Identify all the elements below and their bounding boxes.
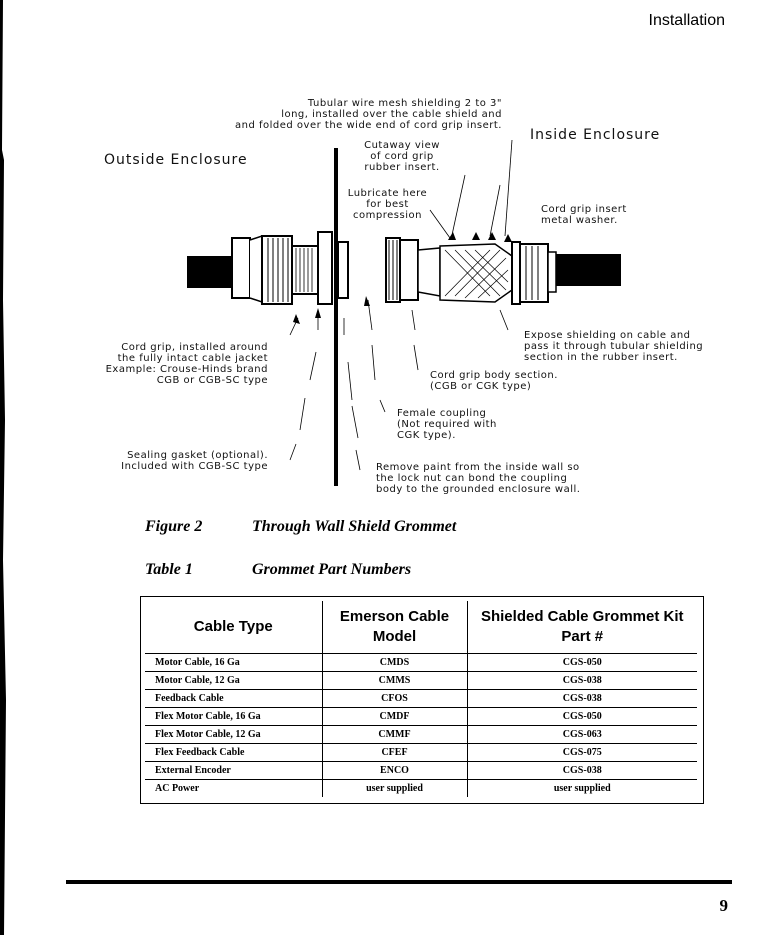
table-title: Grommet Part Numbers (252, 561, 412, 578)
cell-model: CFEF (322, 744, 467, 762)
label-remove-paint: Remove paint from the inside wall so the lock nut can bond the coupling body to the grounded enclosure wall. (376, 462, 581, 495)
cell-part: CGS-038 (467, 690, 697, 708)
grommet-part-table (145, 601, 697, 797)
table-row (145, 780, 697, 798)
cell-model: ENCO (322, 762, 467, 780)
table-row (145, 654, 697, 672)
label-tubular-mesh: Tubular wire mesh shielding 2 to 3" long, installed over the cable shield and and folded over the wide end of cord grip insert. (234, 98, 502, 131)
header-cable-type: Cable Type (145, 601, 322, 654)
cell-model: CMDS (322, 654, 467, 672)
cell-model: CMMF (322, 726, 467, 744)
cell-cable-type: AC Power (145, 780, 322, 798)
table-row (145, 690, 697, 708)
page-number: 9 (719, 896, 728, 915)
section-header: Installation (648, 12, 725, 29)
label-cutaway-view: Cutaway view of cord grip rubber insert. (364, 140, 440, 173)
cell-part: user supplied (467, 780, 697, 798)
cell-model: CMMS (322, 672, 467, 690)
cell-part: CGS-050 (467, 654, 697, 672)
cell-part: CGS-063 (467, 726, 697, 744)
cell-cable-type: External Encoder (145, 762, 322, 780)
header-emerson-model: Emerson Cable Model (322, 601, 467, 654)
cell-cable-type: Motor Cable, 12 Ga (145, 672, 322, 690)
label-expose-shielding: Expose shielding on cable and pass it through tubular shielding section in the rubber insert. (524, 330, 704, 363)
footer-rule (66, 880, 732, 884)
figure-number: Figure 2 (145, 518, 203, 535)
cell-cable-type: Flex Motor Cable, 16 Ga (145, 708, 322, 726)
cell-cable-type: Flex Feedback Cable (145, 744, 322, 762)
cell-cable-type: Motor Cable, 16 Ga (145, 654, 322, 672)
cell-part: CGS-038 (467, 672, 697, 690)
cell-cable-type: Flex Motor Cable, 12 Ga (145, 726, 322, 744)
grommet-table-frame (140, 596, 704, 804)
figure-title: Through Wall Shield Grommet (252, 518, 457, 535)
table-number: Table 1 (145, 561, 193, 578)
table-row (145, 744, 697, 762)
label-lubricate: Lubricate here for best compression (347, 188, 428, 221)
label-outside-enclosure: Outside Enclosure (104, 152, 248, 168)
cell-part: CGS-050 (467, 708, 697, 726)
cell-model: CFOS (322, 690, 467, 708)
label-body-section: Cord grip body section. (CGB or CGK type) (430, 370, 558, 392)
table-row (145, 762, 697, 780)
label-insert-washer: Cord grip insert metal washer. (541, 204, 627, 226)
cell-cable-type: Feedback Cable (145, 690, 322, 708)
table-row (145, 672, 697, 690)
table-row (145, 708, 697, 726)
label-cord-grip-installed: Cord grip, installed around the fully intact cable jacket Example: Crouse-Hinds brand CGB or CGB-SC type (105, 342, 268, 386)
cell-part: CGS-038 (467, 762, 697, 780)
table-row (145, 726, 697, 744)
cell-part: CGS-075 (467, 744, 697, 762)
cell-model: user supplied (322, 780, 467, 798)
label-sealing-gasket: Sealing gasket (optional). Included with CGB-SC type (121, 450, 268, 472)
label-female-coupling: Female coupling (Not required with CGK type). (397, 408, 497, 441)
cell-model: CMDF (322, 708, 467, 726)
label-inside-enclosure: Inside Enclosure (530, 127, 661, 143)
header-kit-part: Shielded Cable Grommet Kit Part # (467, 601, 697, 654)
